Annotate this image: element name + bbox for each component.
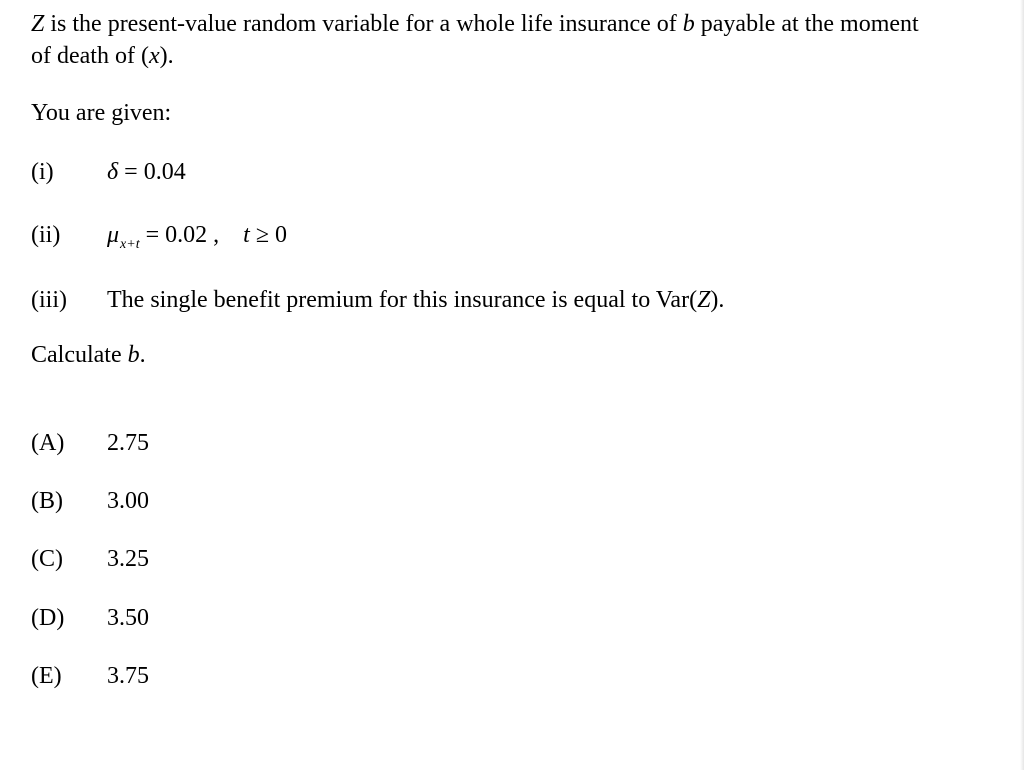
given-i-content: [107, 156, 186, 188]
option-b-value: 3.00: [107, 488, 149, 514]
option-b-label: (B): [31, 488, 63, 514]
given-ii-content: [107, 219, 287, 255]
page-edge-shadow: [1020, 0, 1024, 770]
intro-line-2: [31, 40, 174, 72]
given-iii-content: [107, 284, 724, 316]
intro-text-2: payable at the moment: [694, 11, 919, 37]
given-ii-label: (ii): [31, 222, 61, 248]
option-e-value: 3.75: [107, 663, 149, 689]
given-heading: You are given:: [31, 100, 172, 126]
intro-text-4: ).: [159, 43, 174, 69]
given-iii-var-z: Z: [697, 287, 711, 313]
intro-var-z: Z: [31, 11, 45, 37]
given-iii-label: (iii): [31, 287, 67, 313]
option-a-value: 2.75: [107, 430, 149, 456]
given-iii-text-2: ).: [710, 287, 725, 313]
option-e-label: (E): [31, 663, 62, 689]
given-i-label: (i): [31, 159, 54, 185]
given-ii-value: = 0.02 ,: [139, 222, 220, 248]
option-a-label: (A): [31, 430, 65, 456]
given-iii-text-1: The single benefit premium for this insurance is equal to Var(: [107, 287, 698, 313]
mu-subscript: x+t: [120, 237, 140, 252]
given-ii-t: t: [243, 222, 250, 248]
intro-text-1: is the present-value random variable for a whole life insurance of: [44, 11, 683, 37]
option-c-value: 3.25: [107, 546, 149, 572]
intro-var-x: x: [148, 43, 160, 69]
option-c-label: (C): [31, 546, 63, 572]
delta-symbol: δ: [107, 159, 119, 185]
question-end: .: [139, 342, 146, 368]
given-ii-condition: ≥ 0: [249, 222, 287, 248]
intro-line-1: [31, 8, 919, 40]
option-d-label: (D): [31, 605, 65, 631]
intro-text-3: of death of (: [31, 43, 149, 69]
question-text: Calculate: [31, 342, 128, 368]
given-i-value: = 0.04: [118, 159, 186, 185]
question-prompt: [31, 339, 146, 371]
question-var-b: b: [127, 342, 140, 368]
option-d-value: 3.50: [107, 605, 149, 631]
intro-var-b: b: [682, 11, 695, 37]
mu-symbol: μ: [107, 222, 120, 248]
